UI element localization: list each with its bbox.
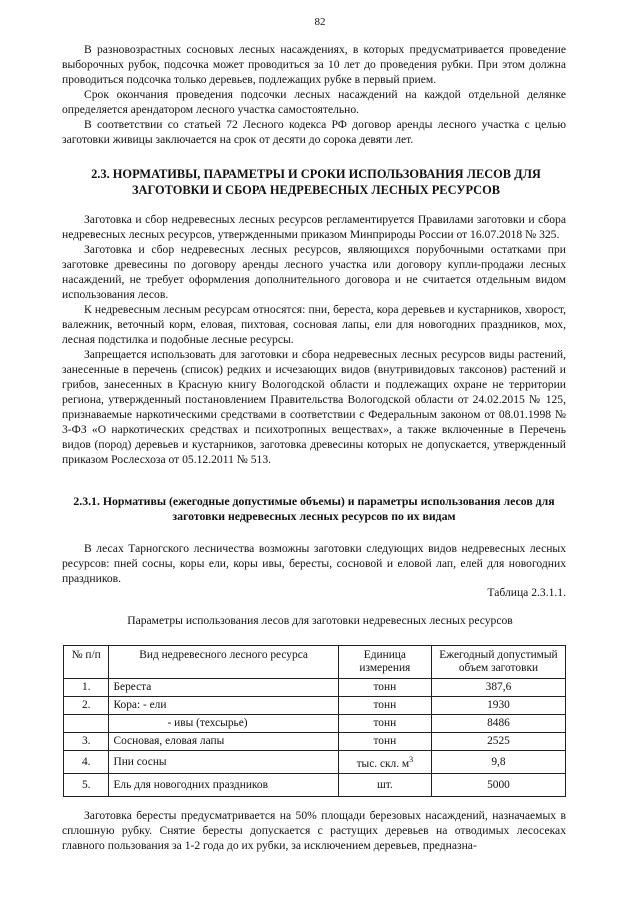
cell-number	[64, 715, 109, 733]
header-cell-resource: Вид недревесного лесного ресурса	[109, 646, 338, 679]
resources-table	[63, 645, 566, 797]
paragraph: Заготовка и сбор недревесных лесных ресурсов, являющихся порубочными остатками при заготовке древесины по договору аренды лесного участка или договору купли-продажи лесных насаждений, не требует оформления дополнительного договора и не считается отдельным видом использования лесов.	[62, 243, 566, 301]
cell-unit: шт.	[338, 774, 431, 797]
section-2-3-1-heading: 2.3.1. Нормативы (ежегодные допустимые объемы) и параметры использования лесов для заготовки недревесных лесных ресурсов по их видам	[73, 494, 555, 523]
cell-resource: Сосновая, еловая лапы	[109, 733, 338, 751]
page-number: 82	[314, 16, 326, 28]
cell-volume: 387,6	[431, 679, 565, 697]
header-cell-volume: Ежегодный допустимый объем заготовки	[431, 646, 565, 679]
paragraph: В разновозрастных сосновых лесных насаждениях, в которых предусматривается проведение выборочных рубок, подсочка может проводиться за 10 лет до проведения рубки. При этом должна проводиться подсочка только деревьев, подлежащих рубке в первый прием.	[62, 43, 566, 86]
table-label: Таблица 2.3.1.1.	[487, 586, 566, 599]
cell-resource: Пни сосны	[109, 751, 338, 774]
paragraph: Запрещается использовать для заготовки и сбора недревесных лесных ресурсов виды растений, занесенные в перечень (список) редких и исчезающих видов (внутривидовых таксонов) растений и грибов, занесенных в Красную книгу Вологодской области и подлежащих охране не территории региона, утвержденный постановлением Правительства Вологодской области от 24.02.2015 № 125, признаваемые наркотическими средствами в соответствии с Федеральным законом от 08.01.1998 № 3-ФЗ «О наркотических средствах и психотропных веществах», а также включенные в Перечень видов (пород) деревьев и кустарников, заготовка древесины которых не допускается, утвержденный приказом Рослесхоза от 05.12.2011 № 513.	[62, 348, 566, 466]
cell-number: 4.	[64, 751, 109, 774]
table-row	[64, 774, 566, 797]
table-header-row	[64, 646, 566, 679]
table-row	[64, 733, 566, 751]
cell-unit: тонн	[338, 715, 431, 733]
cell-number: 5.	[64, 774, 109, 797]
cell-resource: Кора: - ели	[109, 697, 338, 715]
paragraph: К недревесным лесным ресурсам относятся: пни, береста, кора деревьев и кустарников, хворост, валежник, веточный корм, еловая, пихтовая, сосновая лапы, ели для новогодних праздников, мох, лесная подстилка и подобные лесные ресурсы.	[62, 303, 566, 346]
table-row	[64, 697, 566, 715]
cell-resource: Ель для новогодних праздников	[109, 774, 338, 797]
paragraph: Заготовка и сбор недревесных лесных ресурсов регламентируется Правилами заготовки и сбора недревесных лесных ресурсов, утвержденными приказом Минприроды России от 16.07.2018 № 325.	[62, 213, 566, 241]
paragraph: В лесах Тарногского лесничества возможны заготовки следующих видов недревесных лесных ресурсов: пней сосны, коры ели, коры ивы, бересты, сосновой и еловой лап, елей для новогодних праздников.	[62, 542, 566, 585]
cell-volume: 8486	[431, 715, 565, 733]
header-cell-number: № п/п	[64, 646, 109, 679]
cell-number: 1.	[64, 679, 109, 697]
cell-volume: 1930	[431, 697, 565, 715]
cell-unit: тонн	[338, 733, 431, 751]
cell-volume: 9,8	[431, 751, 565, 774]
cell-unit: тонн	[338, 679, 431, 697]
paragraph: Срок окончания проведения подсочки лесных насаждений на каждой отдельной делянке определяется арендатором лесного участка самостоятельно.	[62, 88, 566, 116]
paragraph: В соответствии со статьей 72 Лесного кодекса РФ договор аренды лесного участка с целью заготовки живицы заключается на срок от десяти до сорока девяти лет.	[62, 118, 566, 146]
cell-number: 2.	[64, 697, 109, 715]
paragraph: Заготовка бересты предусматривается на 50% площади березовых насаждений, назначаемых в сплошную рубку. Снятие бересты допускается с растущих деревьев на отводимых лесосеках главного пользования за 1-2 года до их рубки, за исключением деревьев, предназна-	[62, 809, 566, 852]
cell-unit: тонн	[338, 697, 431, 715]
cell-resource: Береста	[109, 679, 338, 697]
bottom-text-block	[62, 808, 566, 853]
cell-volume: 5000	[431, 774, 565, 797]
section-2-3-1-text	[62, 541, 566, 586]
section-2-3-text	[62, 212, 566, 467]
unit-text: тыс. скл. м	[356, 757, 410, 770]
table-row	[64, 715, 566, 733]
header-cell-unit: Единица измерения	[338, 646, 431, 679]
section-2-3-heading: 2.3. НОРМАТИВЫ, ПАРАМЕТРЫ И СРОКИ ИСПОЛЬЗОВАНИЯ ЛЕСОВ ДЛЯ ЗАГОТОВКИ И СБОРА НЕДРЕВЕСНЫХ ЛЕСНЫХ РЕСУРСОВ	[91, 167, 541, 197]
table-caption: Параметры использования лесов для заготовки недревесных лесных ресурсов	[127, 614, 513, 627]
cell-number: 3.	[64, 733, 109, 751]
unit-superscript: 3	[409, 755, 414, 765]
table-row	[64, 679, 566, 697]
table-row	[64, 751, 566, 774]
top-text-block	[62, 42, 566, 147]
cell-volume: 2525	[431, 733, 565, 751]
cell-unit	[338, 751, 431, 774]
cell-resource: - ивы (техсырье)	[109, 715, 338, 733]
